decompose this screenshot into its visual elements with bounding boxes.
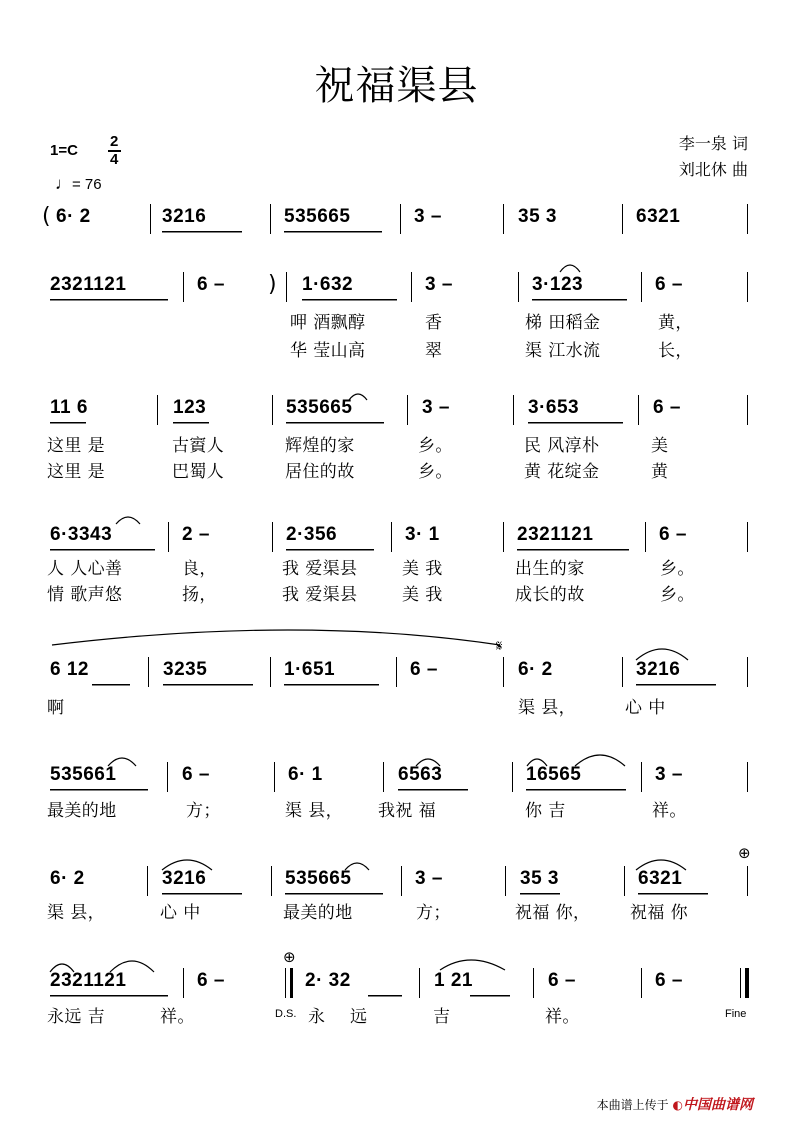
measure: 6· 1	[288, 764, 323, 785]
measure: 3 –	[414, 206, 442, 227]
lyric: 美	[651, 436, 669, 456]
measure: 2321121	[50, 970, 127, 991]
tempo-value: = 76	[72, 176, 102, 193]
measure: 6 –	[197, 274, 225, 295]
lyric: 长，	[658, 341, 693, 361]
composer-credit: 刘北休 曲	[678, 160, 748, 179]
lyric: 最美的地	[283, 903, 353, 923]
measure: 2 –	[182, 524, 210, 545]
lyric: 翠	[425, 341, 443, 361]
measure: 6 –	[659, 524, 687, 545]
footer-brand[interactable]: 中国曲谱网	[683, 1097, 753, 1113]
measure: 3235	[163, 659, 208, 680]
beam-line	[50, 549, 155, 551]
measure: 3 –	[425, 274, 453, 295]
lyric: 辉煌的家	[285, 436, 355, 456]
lyric: 黄，	[658, 313, 693, 333]
slur	[50, 964, 74, 972]
segno-icon: 𝄋	[496, 637, 503, 655]
site-logo-icon: ◐	[672, 1098, 683, 1112]
lyric: 呷 酒飘醇	[290, 313, 366, 333]
measure: 2·356	[286, 524, 338, 545]
lyric: 这里 是	[47, 436, 106, 456]
slur	[345, 863, 369, 870]
lyric: 永	[308, 1007, 326, 1027]
measure: 535665	[284, 206, 351, 227]
lyric: 啊	[47, 698, 65, 718]
lyric: 祥。	[652, 801, 687, 821]
lyric: 我 爱渠县	[282, 585, 358, 605]
lyric: 最美的地	[47, 801, 117, 821]
beam-line	[302, 299, 397, 301]
measure: 3· 1	[405, 524, 440, 545]
measure: 6 –	[197, 970, 225, 991]
measure: 16565	[526, 764, 582, 785]
lyric: 我 爱渠县	[282, 559, 358, 579]
lyric: 永远 吉	[47, 1007, 106, 1027]
beam-line	[284, 231, 382, 233]
measure: 6 –	[548, 970, 576, 991]
beam-line	[92, 684, 130, 686]
slur	[52, 630, 500, 645]
fine-marking: Fine	[725, 1008, 747, 1020]
slur	[110, 961, 154, 972]
beam-line	[50, 299, 168, 301]
beam-line	[163, 684, 253, 686]
quarter-note-icon: ♩	[55, 174, 72, 193]
time-sig-top: 2	[110, 133, 119, 150]
key-signature: 1=C	[50, 142, 78, 159]
measure: 3216	[636, 659, 681, 680]
measure: 535665	[286, 397, 353, 418]
measure: 6· 2	[518, 659, 553, 680]
beam-line	[286, 549, 374, 551]
beam-line	[517, 549, 629, 551]
beam-line	[50, 789, 148, 791]
lyric: 梯 田稻金	[525, 313, 601, 333]
beam-line	[162, 231, 242, 233]
lyric: 远	[350, 1007, 368, 1027]
lyric: 美 我	[402, 559, 443, 579]
lyric: 美 我	[402, 585, 443, 605]
lyric: 民 风淳朴	[524, 436, 600, 456]
beam-line	[398, 789, 468, 791]
measure: 1·651	[284, 659, 336, 680]
measure: 35 3	[518, 206, 557, 227]
lyric: 祥。	[545, 1007, 580, 1027]
lyric: 心 中	[160, 903, 201, 923]
lyric: 祥。	[160, 1007, 195, 1027]
measure: 3·123	[532, 274, 584, 295]
measure: 6 –	[655, 970, 683, 991]
slur	[440, 960, 505, 970]
lyric: 华 莹山高	[290, 341, 366, 361]
beam-line	[520, 893, 560, 895]
coda-icon: ⊕	[283, 948, 296, 966]
measure: 2· 32	[305, 970, 351, 991]
lyric: 乡。	[418, 436, 453, 456]
lyric: 渠 江水流	[525, 341, 601, 361]
slur	[636, 860, 686, 870]
beam-line	[50, 422, 86, 424]
measure: 6 –	[182, 764, 210, 785]
measure: 6· 2	[56, 206, 91, 227]
beam-line	[173, 422, 209, 424]
measure: 6 –	[653, 397, 681, 418]
slur	[116, 517, 140, 524]
beam-line	[636, 684, 716, 686]
lyric: 香	[425, 313, 443, 333]
time-sig-bottom: 4	[110, 151, 119, 168]
slur	[560, 265, 580, 272]
footer-prefix: 本曲谱上传于	[596, 1098, 669, 1112]
measure: 1 21	[434, 970, 473, 991]
slur	[108, 758, 136, 766]
lyric: 出生的家	[515, 559, 585, 579]
close-paren: )	[268, 272, 277, 297]
beam-line	[368, 995, 402, 997]
ds-marking: D.S.	[275, 1008, 297, 1020]
slur	[416, 759, 440, 766]
lyric: 祝福 你，	[515, 903, 591, 923]
lyric: 黄 花绽金	[524, 462, 600, 482]
beam-line	[50, 995, 168, 997]
lyric: 居住的故	[285, 462, 355, 482]
lyric: 巴蜀人	[172, 462, 225, 482]
lyric: 黄	[651, 462, 669, 482]
lyric: 你 吉	[525, 801, 566, 821]
lyric: 方；	[416, 903, 451, 923]
lyric: 乡。	[660, 585, 695, 605]
lyric: 成长的故	[515, 585, 585, 605]
lyric: 方；	[186, 801, 221, 821]
measure: 3 –	[422, 397, 450, 418]
lyric: 我祝 福	[378, 801, 437, 821]
footer-upload-note	[597, 1094, 753, 1114]
song-title: 祝福渠县	[314, 63, 479, 109]
measure: 6321	[638, 868, 683, 889]
measure: 535661	[50, 764, 117, 785]
lyric: 古賨人	[172, 436, 225, 456]
measure: 6321	[636, 206, 681, 227]
measure: 35 3	[520, 868, 559, 889]
slur	[636, 649, 688, 660]
lyric: 渠 县，	[47, 903, 106, 923]
beam-line	[528, 422, 623, 424]
slur	[527, 759, 547, 766]
measure: 11 6	[50, 397, 88, 418]
measure: 3 –	[655, 764, 683, 785]
measure: 6563	[398, 764, 443, 785]
lyric: 这里 是	[47, 462, 106, 482]
measure: 6·3343	[50, 524, 113, 545]
lyricist-credit: 李一泉 词	[678, 134, 748, 153]
measure: 535665	[285, 868, 352, 889]
lyric: 吉	[433, 1007, 451, 1027]
lyric: 情 歌声悠	[47, 585, 123, 605]
measure: 2321121	[517, 524, 594, 545]
lyric: 渠 县，	[518, 698, 577, 718]
coda-icon: ⊕	[738, 844, 751, 862]
measure: 3 –	[415, 868, 443, 889]
slur	[162, 860, 212, 870]
measure: 3216	[162, 868, 207, 889]
lyric: 良，	[182, 559, 217, 579]
measure: 3216	[162, 206, 207, 227]
measure: 6 –	[655, 274, 683, 295]
measure: 6 12	[50, 659, 89, 680]
lyric: 乡。	[660, 559, 695, 579]
measure: 6· 2	[50, 868, 85, 889]
beam-line	[526, 789, 626, 791]
open-paren: (	[42, 204, 51, 229]
lyric: 心 中	[625, 698, 666, 718]
measure: 6 –	[410, 659, 438, 680]
lyric: 祝福 你	[630, 903, 689, 923]
lyric: 乡。	[418, 462, 453, 482]
beam-line	[162, 893, 242, 895]
beam-line	[470, 995, 510, 997]
measure: 2321121	[50, 274, 127, 295]
measure: 3·653	[528, 397, 580, 418]
measure: 123	[173, 397, 207, 418]
beam-line	[286, 422, 384, 424]
lyric: 人 人心善	[47, 559, 123, 579]
measure: 1·632	[302, 274, 354, 295]
beam-line	[638, 893, 708, 895]
slur	[575, 755, 625, 766]
lyric: 渠 县，	[285, 801, 344, 821]
slur	[349, 394, 367, 400]
lyric: 扬，	[182, 585, 217, 605]
beam-line	[532, 299, 627, 301]
beam-line	[284, 684, 379, 686]
beam-line	[285, 893, 383, 895]
